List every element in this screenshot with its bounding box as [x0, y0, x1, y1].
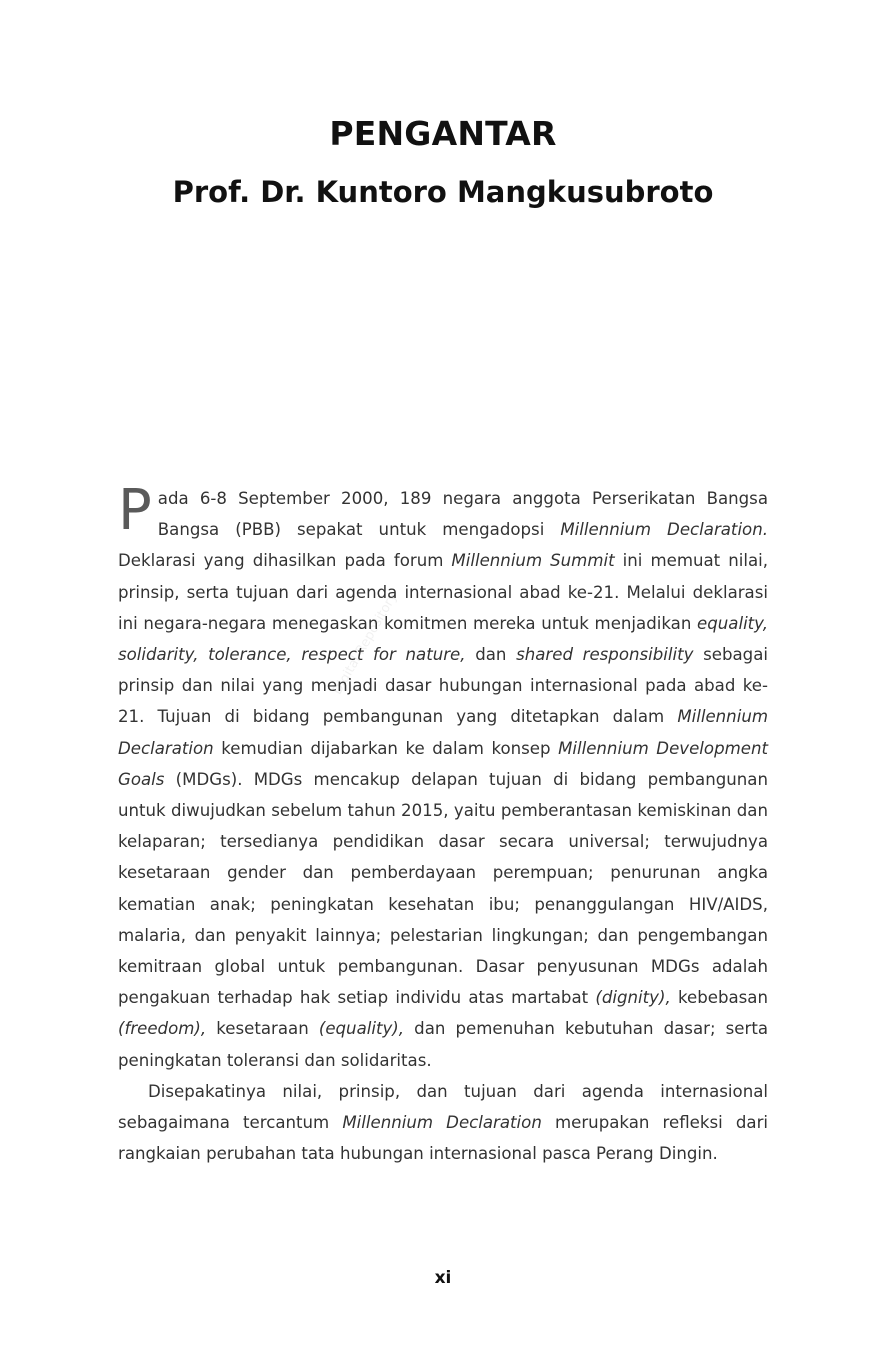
italic-term: shared responsibility — [516, 645, 694, 665]
italic-term: (dignity), — [595, 988, 671, 1008]
italic-term: Millennium Declaration. — [560, 520, 768, 540]
text-run: ada 6-8 September 2000, 189 negara anggota Perserikatan Bangsa Bangsa (PBB) sepakat untuk mengadopsi — [157, 489, 768, 540]
text-run: kemudian dijabarkan ke dalam konsep — [213, 738, 559, 758]
text-run: Deklarasi yang dihasilkan pada forum — [118, 551, 452, 571]
italic-term: Millennium Development Goals — [118, 738, 768, 789]
page-title: PENGANTAR — [329, 114, 557, 153]
watermark-stamp: Digital Repository — [330, 590, 401, 698]
page-number: xi — [434, 1268, 452, 1288]
text-run: dan — [465, 645, 517, 665]
text-run: (MDGs). MDGs mencakup delapan tujuan di bidang pembangunan untuk diwujudkan sebelum tahun 2015, yaitu pemberantasan kemiskinan dan kelaparan; tersedianya pendidikan dasar secara universal; terwujudnya kesetaraan gender dan pemberdayaan perempuan; penurunan angka kematian anak; peningkatan kesehatan ibu; penanggulangan HIV/AIDS, malaria, dan penyakit lainnya; pelestarian lingkungan; dan pengembangan kemitraan global untuk pembangunan. Dasar penyusunan MDGs adalah pengakuan terhadap hak setiap individu atas martabat — [118, 769, 768, 1008]
italic-term: Millennium Declaration — [118, 707, 768, 758]
italic-term: Millennium Declaration — [342, 1113, 542, 1133]
paragraph-1 — [118, 478, 769, 1076]
text-run: merupakan refleksi dari rangkaian perubahan tata hubungan internasional pasca Perang Dingin. — [118, 1113, 769, 1164]
body-text — [118, 478, 769, 1169]
text-run: ini memuat nilai, prinsip, serta tujuan dari agenda internasional abad ke-21. Melalui deklarasi ini negara-negara menegaskan komitmen mereka untuk menjadikan — [118, 551, 768, 633]
text-run: dan pemenuhan kebutuhan dasar; serta peningkatan toleransi dan solidaritas. — [118, 1019, 769, 1070]
italic-term: (freedom), — [118, 1019, 207, 1039]
drop-cap: P — [118, 478, 152, 543]
text-run: Disepakatinya nilai, prinsip, dan tujuan dari agenda internasional sebagaimana tercantum — [118, 1081, 768, 1133]
author-name: Prof. Dr. Kuntoro Mangkusubroto — [172, 175, 714, 209]
italic-term: equality, solidarity, tolerance, respect for nature, — [118, 613, 768, 665]
italic-term: (equality), — [318, 1019, 405, 1039]
text-run: kesetaraan — [206, 1019, 319, 1039]
text-run: kebebasan — [670, 988, 768, 1008]
paragraph-2 — [118, 1076, 768, 1170]
text-run: sebagai prinsip dan nilai yang menjadi dasar hubungan internasional pada abad ke-21. Tujuan di bidang pembangunan yang ditetapkan dalam — [118, 645, 768, 727]
italic-term: Millennium Summit — [451, 551, 615, 571]
